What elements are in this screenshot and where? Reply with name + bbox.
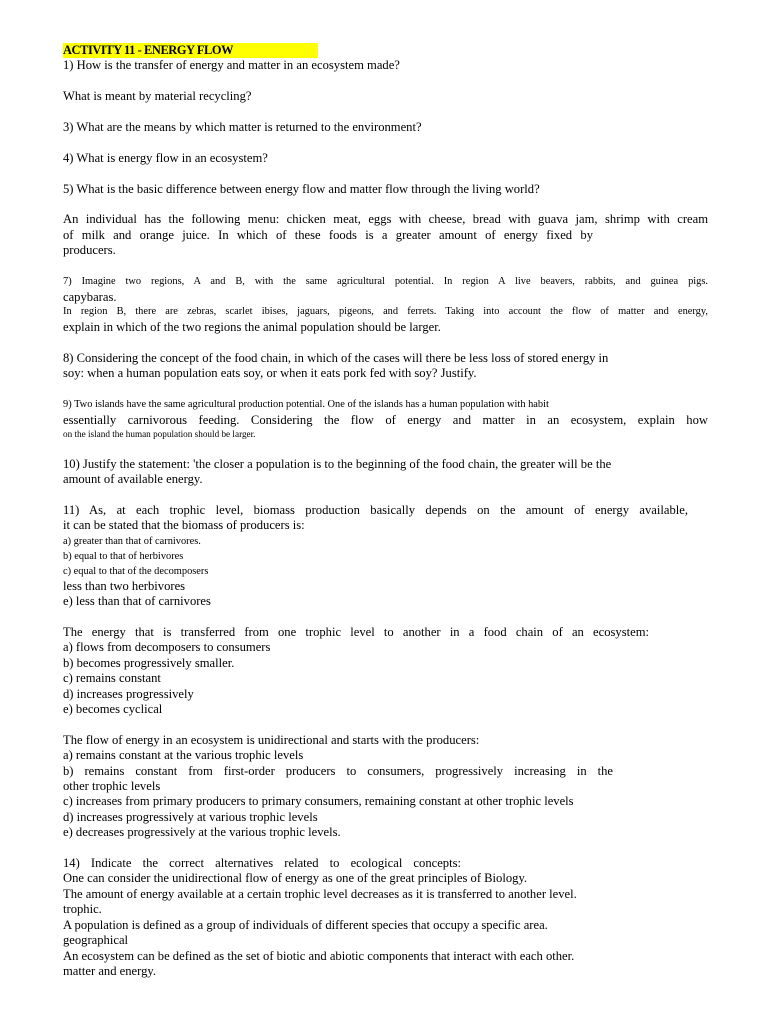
question-8-line: soy: when a human population eats soy, or when it eats pork fed with soy? Justify. [63,366,477,381]
question-2: What is meant by material recycling? [63,89,252,104]
question-4: 4) What is energy flow in an ecosystem? [63,150,268,165]
question-13-option: c) increases from primary producers to primary consumers, remaining constant at other trophic levels [63,794,574,809]
question-12-option: a) flows from decomposers to consumers [63,640,271,655]
question-3: 3) What are the means by which matter is returned to the environment? [63,120,422,134]
question-10-line: 10) Justify the statement: 'the closer a population is to the beginning of the food chain, the greater will be the [63,456,612,471]
question-10-line: amount of available energy. [63,472,203,487]
question-14 [63,856,708,979]
question-14-line: A population is defined as a group of individuals of different species that occupy a specific area. [63,917,548,932]
question-6-line: of milk and orange juice. In which of these foods is a greater amount of energy fixed by [63,227,593,242]
question-14-line: trophic. [63,902,102,917]
question-12-stem: The energy that is transferred from one trophic level to another in a food chain of an ecosystem: [63,625,649,640]
question-14-line: An ecosystem can be defined as the set of biotic and abiotic components that interact with each other. [63,948,575,963]
question-7-line: 7) Imagine two regions, A and B, with the same agricultural potential. In region A live beavers, rabbits, and guinea pigs. [63,276,708,287]
question-9-line: on the island the human population should be larger. [63,429,256,440]
activity-title: ACTIVITY 11 - ENERGY FLOW [63,43,318,58]
question-9 [63,397,708,441]
question-14-line: geographical [63,933,129,948]
question-11-option: b) equal to that of herbivores [63,550,184,562]
question-6-line: producers. [63,243,116,258]
question-5: 5) What is the basic difference between energy flow and matter flow through the living world? [63,181,540,196]
question-7-line: capybaras. [63,290,117,304]
question-11-stem: 11) As, at each trophic level, biomass production basically depends on the amount of energy available, [63,503,688,517]
question-8-line: 8) Considering the concept of the food chain, in which of the cases will there be less loss of stored energy in [63,350,609,365]
question-9-line: essentially carnivorous feeding. Considering the flow of energy and matter in an ecosystem, explain how [63,413,708,427]
question-13 [63,733,708,841]
question-12 [63,625,708,717]
question-7-line: In region B, there are zebras, scarlet ibises, jaguars, pigeons, and ferrets. Taking into account the flow of matter and energy, [63,306,708,317]
question-14-line: One can consider the unidirectional flow of energy as one of the great principles of Biology. [63,871,528,886]
question-9-line: 9) Two islands have the same agricultural production potential. One of the islands has a human population with habit [63,399,549,410]
question-11-stem: it can be stated that the biomass of producers is: [63,518,305,533]
question-13-stem: The flow of energy in an ecosystem is unidirectional and starts with the producers: [63,732,480,747]
question-13-option: e) decreases progressively at the various trophic levels. [63,825,341,840]
question-13-option: d) increases progressively at various trophic levels [63,809,318,824]
question-7-line: explain in which of the two regions the animal population should be larger. [63,320,441,334]
question-11-option: e) less than that of carnivores [63,594,211,609]
question-13-option: a) remains constant at the various trophic levels [63,748,304,763]
question-7 [63,274,708,335]
question-12-option: d) increases progressively [63,686,194,701]
question-12-option: b) becomes progressively smaller. [63,655,235,670]
question-14-line: matter and energy. [63,963,157,978]
question-6-line: An individual has the following menu: chicken meat, eggs with cheese, bread with guava jam, shrimp with cream [63,212,708,227]
question-11-option: c) equal to that of the decomposers [63,565,209,577]
question-11 [63,503,708,610]
question-14-stem: 14) Indicate the correct alternatives related to ecological concepts: [63,856,461,871]
question-11-option: a) greater than that of carnivores. [63,535,201,547]
question-13-option: b) remains constant from first-order producers to consumers, progressively increasing in the [63,763,613,778]
question-13-option: other trophic levels [63,779,161,794]
question-12-option: c) remains constant [63,671,161,686]
question-1: 1) How is the transfer of energy and matter in an ecosystem made? [63,58,400,73]
question-8 [63,351,708,382]
question-6 [63,212,708,258]
question-14-line: The amount of energy available at a certain trophic level decreases as it is transferred to another level. [63,886,577,901]
question-11-option: less than two herbivores [63,578,186,593]
question-12-option: e) becomes cyclical [63,702,163,717]
activity-sheet [63,43,708,979]
question-10 [63,457,708,488]
